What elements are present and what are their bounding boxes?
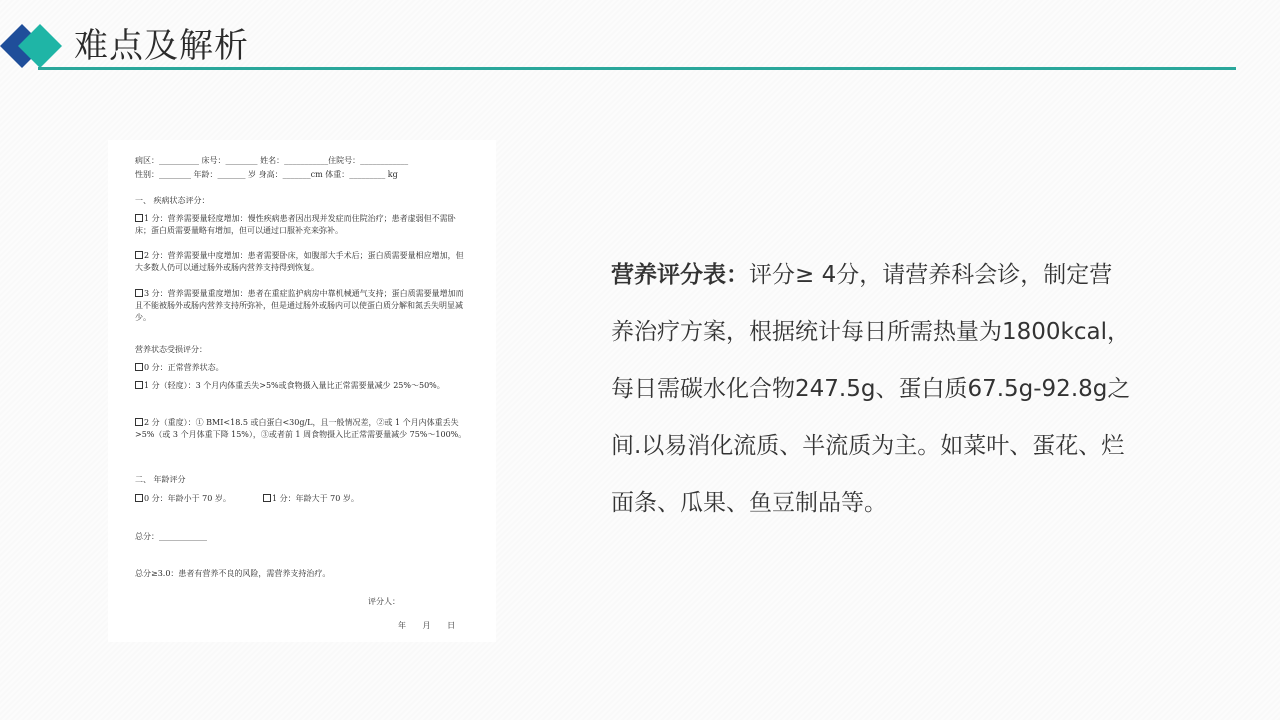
form-scorer: 评分人：: [368, 597, 400, 606]
form-item-age-1: 1 分：年龄大于 70 岁。: [263, 493, 359, 505]
form-item-nutrition-0: 0 分：正常营养状态。: [135, 362, 224, 374]
nutrition-score-detail: 评分≥ 4分，请营养科会诊，制定营养治疗方案，根据统计每日所需热量为1800kcal，每日需碳水化合物247.5g、蛋白质67.5g-92.8g之间.以易消化流质、半流质为主。如菜叶、蛋花、烂面条、瓜果、鱼豆制品等。: [611, 262, 1131, 516]
page-title: 难点及解析: [74, 26, 249, 66]
checkbox-icon: [135, 494, 143, 502]
checkbox-icon: [135, 251, 143, 259]
form-item-age-0: 0 分：年龄小于 70 岁。: [135, 493, 231, 505]
checkbox-icon: [135, 214, 143, 222]
form-section-disease: 一、 疾病状态评分：: [135, 196, 210, 205]
form-item-nutrition-2: 2 分（重度）：① BMI<18.5 或白蛋白<30g/L，且一般情况差，②或 1 个月内体重丢失>5%（或 3 个月体重下降 15%），③或者前 1 周食物摄入比正常需要量减少 75%～100%。: [135, 418, 467, 439]
header-divider: [38, 67, 1236, 70]
checkbox-icon: [135, 418, 143, 426]
checkbox-icon: [135, 381, 143, 389]
form-date: 年 月 日: [398, 621, 456, 630]
checkbox-icon: [263, 494, 271, 502]
form-patient-info-line2: 性别：________ 年龄：_______ 岁 身高：_______cm 体重：_________ kg: [135, 170, 398, 179]
form-item-nutrition-1: 1 分（轻度）：3 个月内体重丢失>5%或食物摄入量比正常需要量减少 25%～50%。: [135, 380, 470, 392]
form-section-nutrition: 营养状态受损评分：: [135, 345, 207, 354]
checkbox-icon: [135, 363, 143, 371]
nutrition-assessment-form-image: [108, 140, 496, 642]
nutrition-score-label: 营养评分表：: [611, 262, 749, 288]
nutrition-explanation-text: [611, 247, 1131, 532]
form-section-age: 二、 年龄评分: [135, 475, 186, 484]
form-patient-info-line1: 病区：__________ 床号：________ 姓名：___________住院号：____________: [135, 156, 409, 165]
form-item-disease-2: 2 分：营养需要量中度增加：患者需要卧床，如腹部大手术后；蛋白质需要量相应增加，但大多数人仍可以通过肠外或肠内营养支持得到恢复。: [135, 251, 464, 272]
form-item-disease-1: 1 分：营养需要量轻度增加：慢性疾病患者因出现并发症而住院治疗；患者虚弱但不需卧床；蛋白质需要量略有增加，但可以通过口服补充来弥补。: [135, 214, 456, 235]
checkbox-icon: [135, 289, 143, 297]
form-conclusion: 总分≥3.0：患者有营养不良的风险，需营养支持治疗。: [135, 569, 331, 578]
form-total: 总分：____________: [135, 532, 207, 541]
form-item-disease-3: 3 分：营养需要量重度增加：患者在重症监护病房中靠机械通气支持；蛋白质需要量增加而且不能被肠外或肠内营养支持所弥补，但是通过肠外或肠内可以使蛋白质分解和氮丢失明显减少。: [135, 289, 464, 322]
